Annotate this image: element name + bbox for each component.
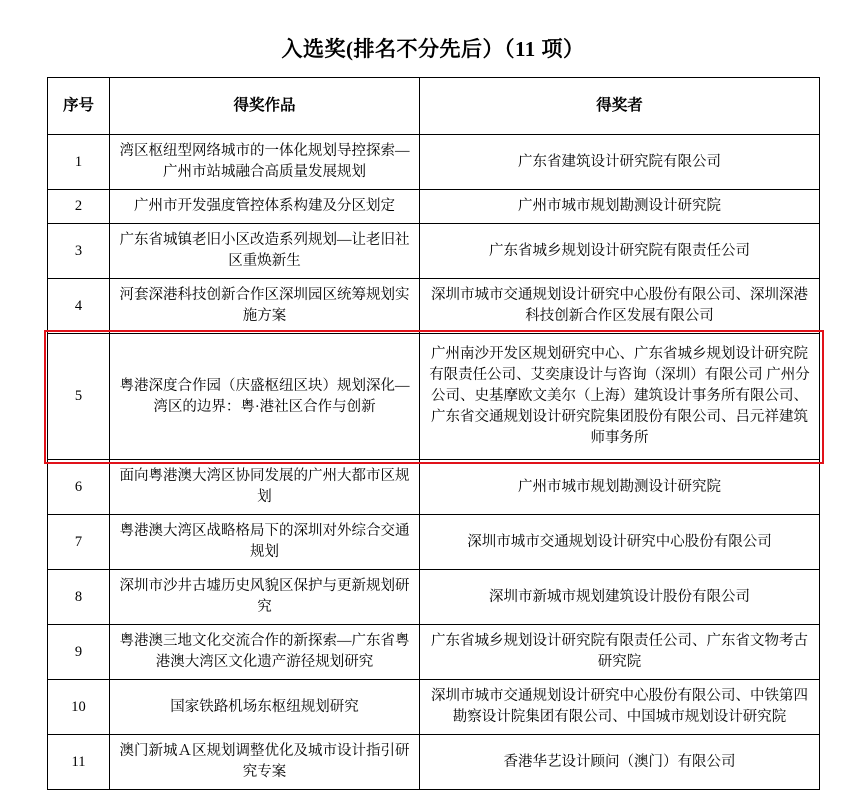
cell-winner: 深圳市城市交通规划设计研究中心股份有限公司、深圳深港科技创新合作区发展有限公司 [420,279,820,334]
table-row-highlighted [48,334,820,460]
cell-no: 5 [48,334,110,460]
cell-work: 广州市开发强度管控体系构建及分区划定 [110,190,420,224]
table-row [48,224,820,279]
cell-work: 湾区枢纽型网络城市的一体化规划导控探索—广州市站城融合高质量发展规划 [110,135,420,190]
table-row [48,570,820,625]
table-body [48,135,820,790]
cell-winner: 深圳市新城市规划建筑设计股份有限公司 [420,570,820,625]
cell-no: 4 [48,279,110,334]
table-header [48,78,820,135]
table-row [48,680,820,735]
table-row [48,460,820,515]
award-table [47,77,820,790]
cell-work: 广东省城镇老旧小区改造系列规划—让老旧社区重焕新生 [110,224,420,279]
cell-winner: 香港华艺设计顾问（澳门）有限公司 [420,735,820,790]
table-row [48,625,820,680]
cell-work: 国家铁路机场东枢纽规划研究 [110,680,420,735]
cell-winner: 深圳市城市交通规划设计研究中心股份有限公司、中铁第四勘察设计院集团有限公司、中国城市规划设计研究院 [420,680,820,735]
cell-winner: 深圳市城市交通规划设计研究中心股份有限公司 [420,515,820,570]
cell-work: 粤港深度合作园（庆盛枢纽区块）规划深化—湾区的边界：粤·港社区合作与创新 [110,334,420,460]
column-header-winner: 得奖者 [420,78,820,135]
table-header-row [48,78,820,135]
page-title: 入选奖(排名不分先后）（11 项） [281,37,585,61]
cell-winner: 广东省建筑设计研究院有限公司 [420,135,820,190]
column-header-work: 得奖作品 [110,78,420,135]
table-row [48,135,820,190]
cell-no: 10 [48,680,110,735]
cell-no: 3 [48,224,110,279]
table-row [48,190,820,224]
cell-work: 河套深港科技创新合作区深圳园区统筹规划实施方案 [110,279,420,334]
cell-no: 9 [48,625,110,680]
cell-winner: 广东省城乡规划设计研究院有限责任公司 [420,224,820,279]
cell-work: 面向粤港澳大湾区协同发展的广州大都市区规划 [110,460,420,515]
cell-no: 6 [48,460,110,515]
cell-work: 深圳市沙井古墟历史风貌区保护与更新规划研究 [110,570,420,625]
cell-no: 2 [48,190,110,224]
cell-work: 澳门新城Ａ区规划调整优化及城市设计指引研究专案 [110,735,420,790]
cell-no: 1 [48,135,110,190]
column-header-no: 序号 [48,78,110,135]
cell-winner: 广州市城市规划勘测设计研究院 [420,460,820,515]
cell-no: 11 [48,735,110,790]
cell-winner: 广东省城乡规划设计研究院有限责任公司、广东省文物考古研究院 [420,625,820,680]
cell-work: 粤港澳大湾区战略格局下的深圳对外综合交通规划 [110,515,420,570]
table-row [48,735,820,790]
table-row [48,279,820,334]
award-table-wrapper [47,77,819,790]
cell-no: 7 [48,515,110,570]
cell-work: 粤港澳三地文化交流合作的新探索—广东省粤港澳大湾区文化遗产游径规划研究 [110,625,420,680]
cell-winner: 广州市城市规划勘测设计研究院 [420,190,820,224]
table-row [48,515,820,570]
cell-no: 8 [48,570,110,625]
cell-winner: 广州南沙开发区规划研究中心、广东省城乡规划设计研究院有限责任公司、艾奕康设计与咨询（深圳）有限公司 广州分公司、史基摩欧文美尔（上海）建筑设计事务所有限公司、广东省交通规划设计研究院集团股份有限公司、吕元祥建筑师事务所 [420,334,820,460]
